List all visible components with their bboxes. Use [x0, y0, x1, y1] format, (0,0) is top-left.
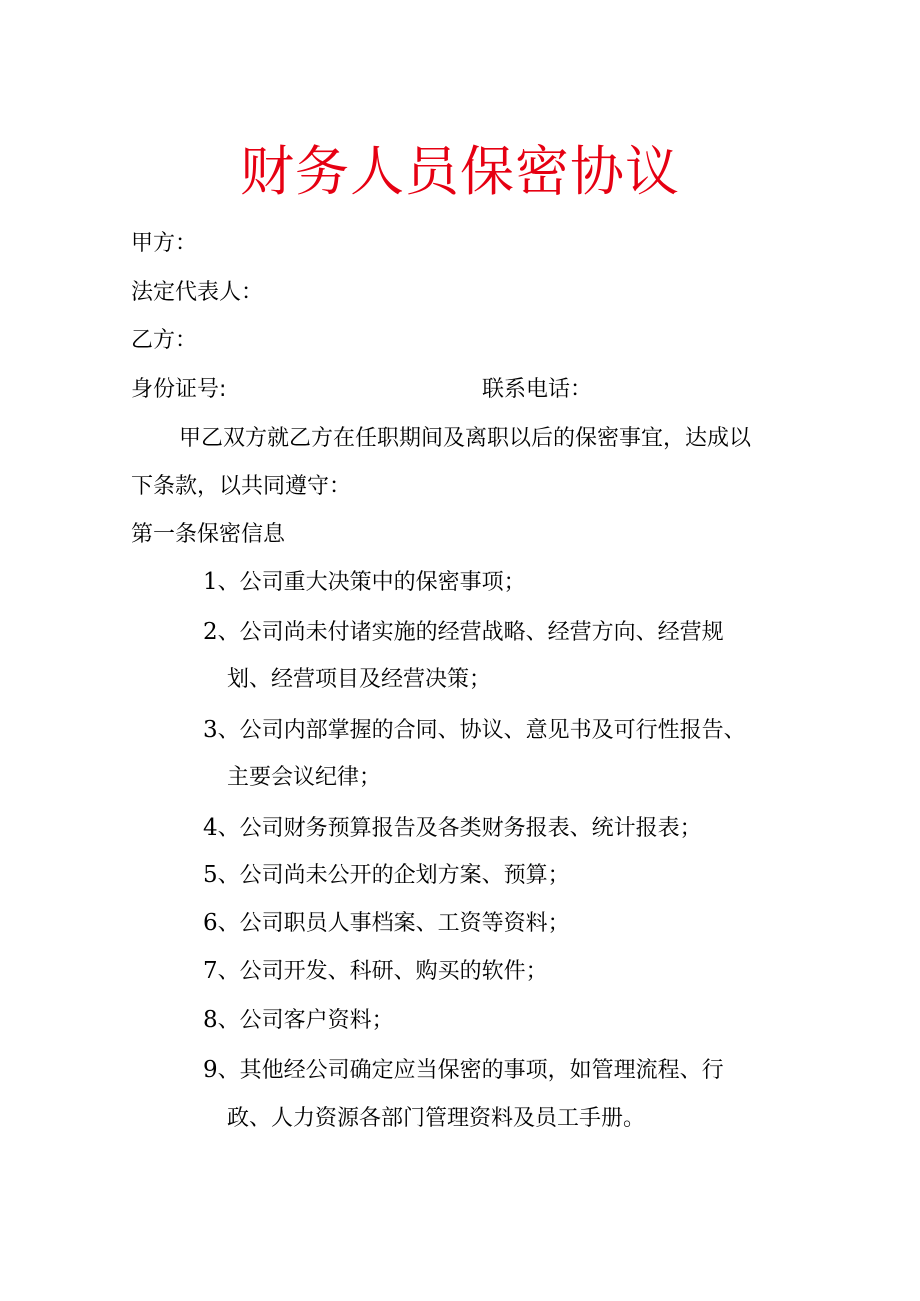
list-item-number: 3	[203, 717, 218, 743]
list-item	[203, 1055, 724, 1086]
list-item	[203, 813, 702, 844]
list-item-continuation: 划、经营项目及经营决策；	[227, 667, 492, 692]
list-item	[203, 908, 570, 939]
list-item-number: 4	[203, 815, 218, 841]
intro-paragraph-line-1: 甲乙双方就乙方在任职期间及离职以后的保密事宜，达成以	[179, 426, 752, 451]
list-item-number: 9	[203, 1057, 218, 1083]
list-item-text: 、公司客户资料；	[217, 1008, 394, 1033]
document-title: 财务人员保密协议	[240, 140, 680, 203]
list-item-number: 7	[203, 958, 218, 984]
list-item-number: 8	[203, 1007, 218, 1033]
list-item-text: 、其他经公司确定应当保密的事项，如管理流程、行	[217, 1058, 724, 1083]
article-1-heading: 第一条保密信息	[131, 522, 286, 547]
list-item-number: 1	[203, 569, 218, 595]
list-item	[203, 715, 746, 746]
list-item	[203, 956, 548, 987]
list-item-text: 、公司尚未付诸实施的经营战略、经营方向、经营规	[217, 620, 724, 645]
list-item-number: 5	[203, 862, 218, 888]
list-item-text: 、公司财务预算报告及各类财务报表、统计报表；	[217, 816, 702, 841]
list-item-number: 2	[203, 619, 218, 645]
list-item	[203, 617, 724, 648]
list-item-text: 、公司尚未公开的企划方案、预算；	[217, 863, 570, 888]
list-item-text: 、公司职员人事档案、工资等资料；	[217, 911, 570, 936]
contact-phone-label: 联系电话：	[482, 377, 593, 402]
intro-paragraph-line-2: 下条款，以共同遵守：	[131, 474, 352, 499]
list-item-text: 、公司内部掌握的合同、协议、意见书及可行性报告、	[217, 718, 746, 743]
list-item-number: 6	[203, 910, 218, 936]
list-item-continuation: 主要会议纪律；	[227, 765, 382, 790]
list-item-text: 、公司重大决策中的保密事项；	[217, 570, 526, 595]
list-item	[203, 1005, 394, 1036]
party-a-label: 甲方：	[131, 231, 198, 256]
list-item	[203, 860, 570, 891]
list-item	[203, 567, 526, 598]
party-b-label: 乙方：	[131, 328, 198, 353]
list-item-continuation: 政、人力资源各部门管理资料及员工手册。	[227, 1106, 646, 1131]
id-number-label: 身份证号:	[131, 377, 227, 402]
legal-representative-label: 法定代表人：	[131, 280, 264, 305]
list-item-text: 、公司开发、科研、购买的软件；	[217, 959, 548, 984]
